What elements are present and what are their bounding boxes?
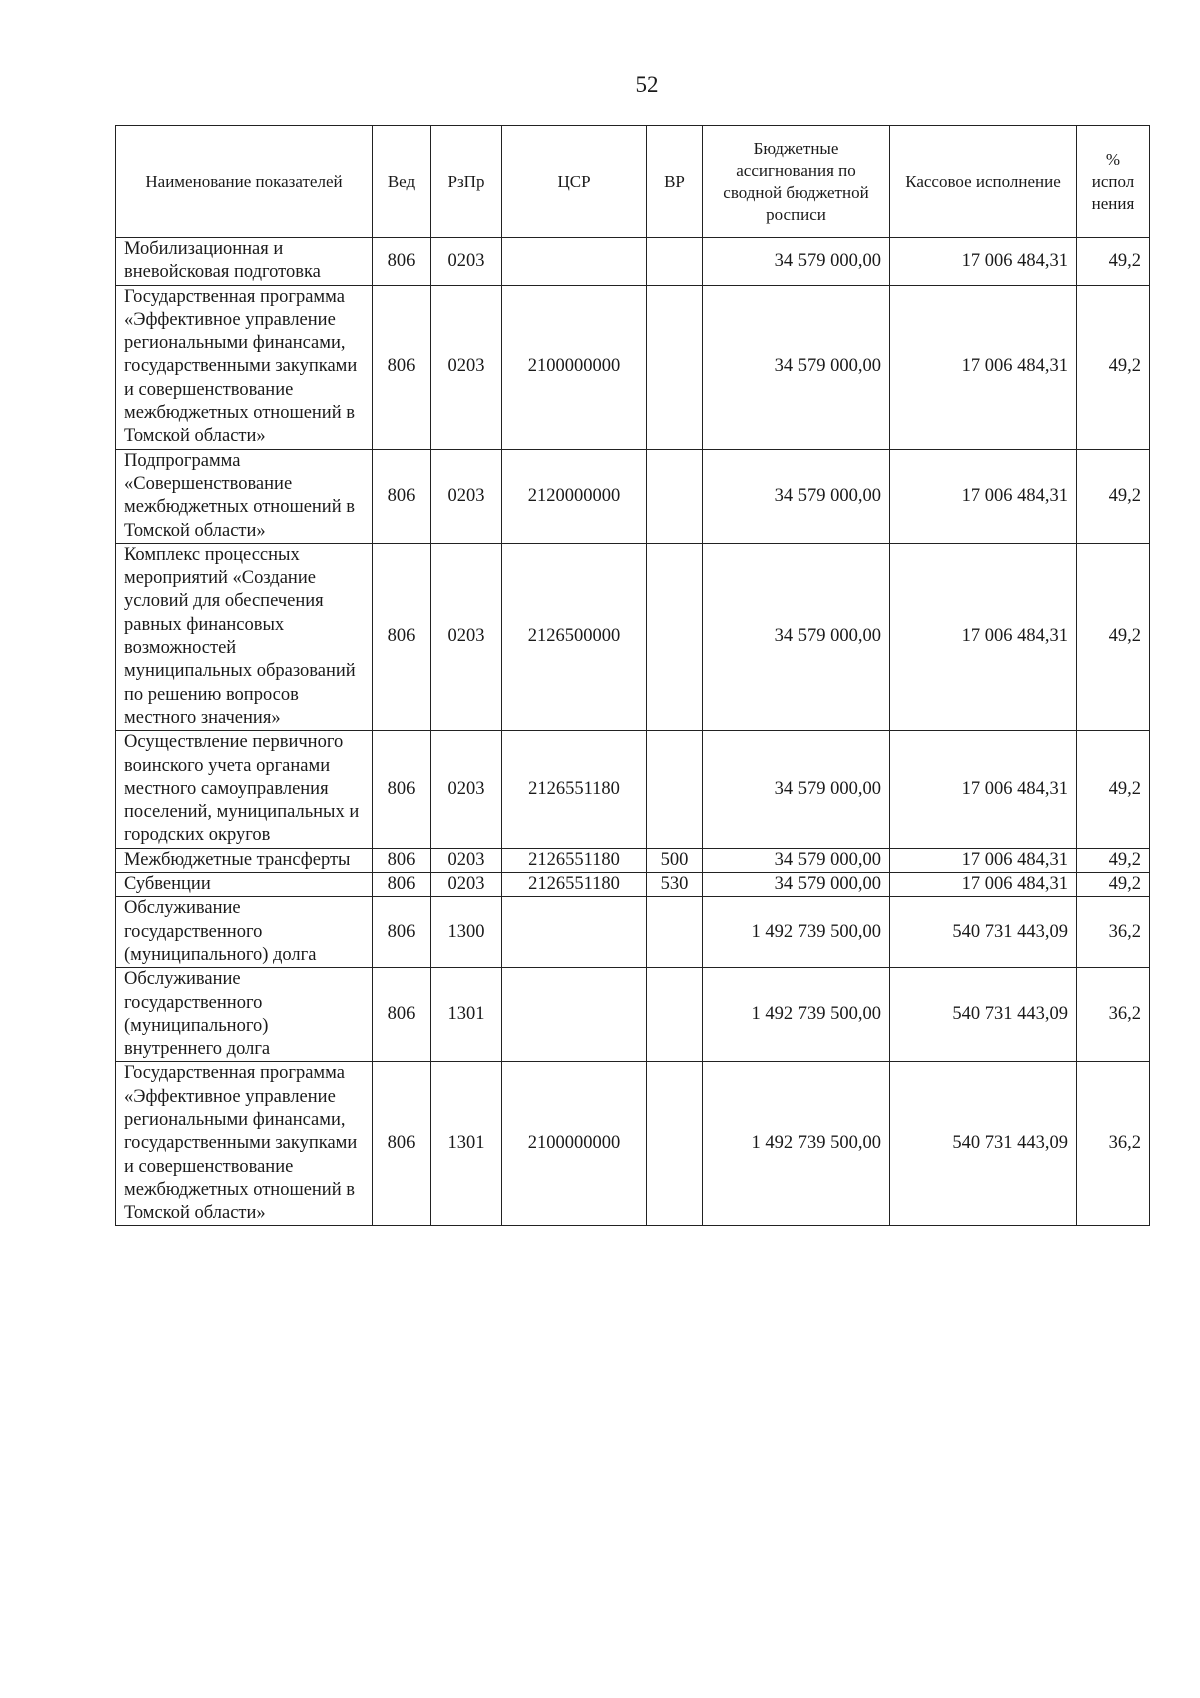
cell-rzpr: 0203 <box>431 449 502 543</box>
cell-name: Мобилизационная и вневойсковая подготовка <box>116 238 373 286</box>
cell-pct: 49,2 <box>1077 285 1150 449</box>
cell-vr <box>647 238 703 286</box>
header-name: Наименование показателей <box>116 126 373 238</box>
header-plan: Бюджетные ассигнования по сводной бюджетной росписи <box>703 126 890 238</box>
cell-name: Комплекс процессных мероприятий «Создание условий для обеспечения равных финансовых возможностей муниципальных образований по решению вопросов местного значения» <box>116 543 373 730</box>
header-pct: % испол нения <box>1077 126 1150 238</box>
cell-rzpr: 1300 <box>431 897 502 968</box>
cell-rzpr: 0203 <box>431 238 502 286</box>
cell-name: Государственная программа «Эффективное управление региональными финансами, государственными закупками и совершенствование межбюджетных отношений в Томской области» <box>116 1062 373 1226</box>
cell-rzpr: 1301 <box>431 1062 502 1226</box>
cell-ved: 806 <box>373 285 431 449</box>
cell-pct: 49,2 <box>1077 873 1150 897</box>
cell-fact: 17 006 484,31 <box>890 848 1077 872</box>
cell-fact: 540 731 443,09 <box>890 1062 1077 1226</box>
cell-csr <box>502 897 647 968</box>
cell-ved: 806 <box>373 449 431 543</box>
table-row <box>116 449 1150 543</box>
cell-pct: 49,2 <box>1077 731 1150 848</box>
cell-csr: 2126551180 <box>502 873 647 897</box>
budget-execution-table <box>115 125 1150 1226</box>
cell-ved: 806 <box>373 1062 431 1226</box>
cell-pct: 49,2 <box>1077 543 1150 730</box>
cell-plan: 1 492 739 500,00 <box>703 968 890 1062</box>
cell-name: Осуществление первичного воинского учета органами местного самоуправления поселений, муниципальных и городских округов <box>116 731 373 848</box>
cell-vr <box>647 285 703 449</box>
cell-pct: 36,2 <box>1077 1062 1150 1226</box>
table-row <box>116 897 1150 968</box>
cell-pct: 49,2 <box>1077 848 1150 872</box>
cell-fact: 540 731 443,09 <box>890 968 1077 1062</box>
table-row <box>116 848 1150 872</box>
cell-ved: 806 <box>373 873 431 897</box>
cell-fact: 17 006 484,31 <box>890 238 1077 286</box>
page-number: 52 <box>635 72 659 97</box>
header-fact: Кассовое исполнение <box>890 126 1077 238</box>
cell-csr: 2100000000 <box>502 1062 647 1226</box>
table-header-row <box>116 126 1150 238</box>
cell-vr <box>647 543 703 730</box>
cell-fact: 17 006 484,31 <box>890 731 1077 848</box>
cell-vr <box>647 1062 703 1226</box>
cell-plan: 34 579 000,00 <box>703 238 890 286</box>
cell-rzpr: 1301 <box>431 968 502 1062</box>
cell-csr <box>502 238 647 286</box>
cell-plan: 34 579 000,00 <box>703 449 890 543</box>
cell-plan: 34 579 000,00 <box>703 731 890 848</box>
cell-rzpr: 0203 <box>431 873 502 897</box>
cell-rzpr: 0203 <box>431 848 502 872</box>
cell-vr <box>647 449 703 543</box>
cell-csr <box>502 968 647 1062</box>
cell-pct: 49,2 <box>1077 238 1150 286</box>
cell-name: Субвенции <box>116 873 373 897</box>
table-row <box>116 238 1150 286</box>
cell-pct: 36,2 <box>1077 968 1150 1062</box>
cell-plan: 1 492 739 500,00 <box>703 897 890 968</box>
cell-vr <box>647 968 703 1062</box>
cell-vr <box>647 897 703 968</box>
table-row <box>116 543 1150 730</box>
cell-fact: 540 731 443,09 <box>890 897 1077 968</box>
cell-plan: 34 579 000,00 <box>703 543 890 730</box>
cell-csr: 2120000000 <box>502 449 647 543</box>
table-row <box>116 968 1150 1062</box>
header-csr: ЦСР <box>502 126 647 238</box>
cell-vr: 500 <box>647 848 703 872</box>
header-ved: Вед <box>373 126 431 238</box>
header-rzpr: РзПр <box>431 126 502 238</box>
cell-ved: 806 <box>373 848 431 872</box>
cell-plan: 1 492 739 500,00 <box>703 1062 890 1226</box>
cell-vr: 530 <box>647 873 703 897</box>
cell-vr <box>647 731 703 848</box>
cell-ved: 806 <box>373 897 431 968</box>
cell-name: Межбюджетные трансферты <box>116 848 373 872</box>
cell-fact: 17 006 484,31 <box>890 873 1077 897</box>
table-row <box>116 873 1150 897</box>
header-vr: ВР <box>647 126 703 238</box>
cell-fact: 17 006 484,31 <box>890 285 1077 449</box>
table-row <box>116 285 1150 449</box>
cell-rzpr: 0203 <box>431 731 502 848</box>
cell-csr: 2100000000 <box>502 285 647 449</box>
cell-fact: 17 006 484,31 <box>890 449 1077 543</box>
cell-ved: 806 <box>373 968 431 1062</box>
cell-name: Государственная программа «Эффективное управление региональными финансами, государственными закупками и совершенствование межбюджетных отношений в Томской области» <box>116 285 373 449</box>
cell-rzpr: 0203 <box>431 543 502 730</box>
table-row <box>116 731 1150 848</box>
cell-plan: 34 579 000,00 <box>703 873 890 897</box>
cell-csr: 2126551180 <box>502 731 647 848</box>
cell-plan: 34 579 000,00 <box>703 285 890 449</box>
cell-pct: 49,2 <box>1077 449 1150 543</box>
cell-csr: 2126551180 <box>502 848 647 872</box>
cell-name: Подпрограмма «Совершенствование межбюджетных отношений в Томской области» <box>116 449 373 543</box>
table-row <box>116 1062 1150 1226</box>
cell-csr: 2126500000 <box>502 543 647 730</box>
cell-ved: 806 <box>373 543 431 730</box>
cell-pct: 36,2 <box>1077 897 1150 968</box>
cell-ved: 806 <box>373 238 431 286</box>
cell-rzpr: 0203 <box>431 285 502 449</box>
cell-name: Обслуживание государственного (муниципального) долга <box>116 897 373 968</box>
cell-plan: 34 579 000,00 <box>703 848 890 872</box>
cell-fact: 17 006 484,31 <box>890 543 1077 730</box>
cell-ved: 806 <box>373 731 431 848</box>
cell-name: Обслуживание государственного (муниципального) внутреннего долга <box>116 968 373 1062</box>
